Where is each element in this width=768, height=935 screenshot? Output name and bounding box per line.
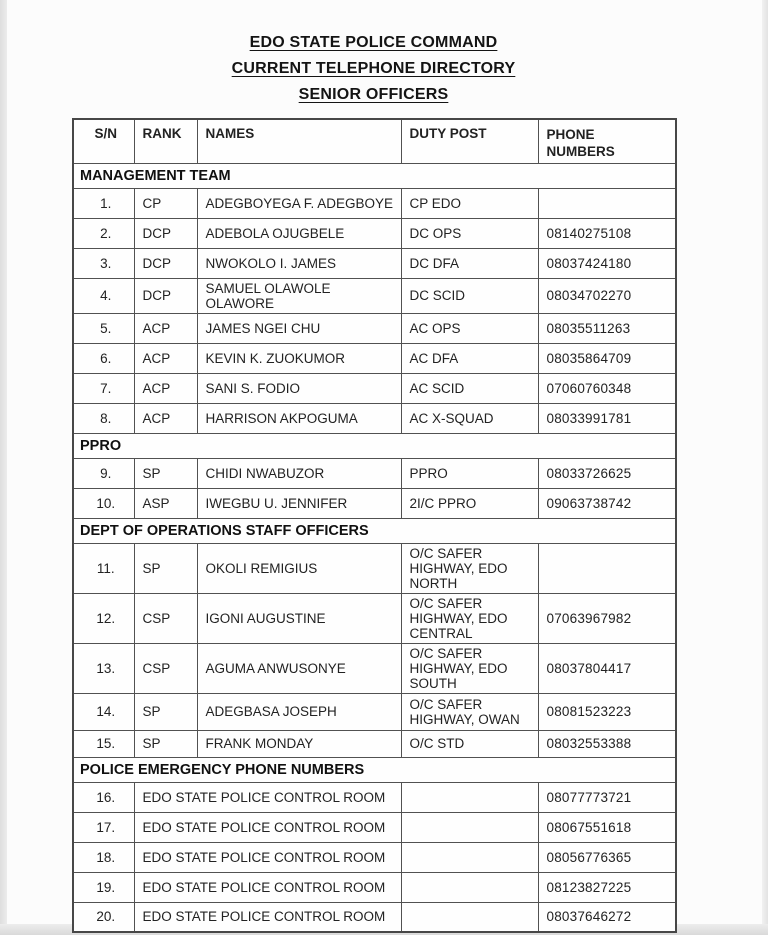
duty-cell: 2I/C PPRO (401, 488, 538, 518)
phone-cell: 08033726625 (538, 458, 676, 488)
section-heading-ppro: PPRO (73, 433, 676, 458)
header-rank: RANK (134, 119, 197, 163)
rank-cell: SP (134, 730, 197, 757)
phone-cell: 07060760348 (538, 373, 676, 403)
name-cell: CHIDI NWABUZOR (197, 458, 401, 488)
table-row (73, 902, 676, 932)
duty-cell (401, 902, 538, 932)
phone-cell: 08033991781 (538, 403, 676, 433)
sn-cell: 12. (73, 593, 134, 643)
table-row (73, 842, 676, 872)
name-cell: EDO STATE POLICE CONTROL ROOM (134, 812, 401, 842)
phone-cell: 07063967982 (538, 593, 676, 643)
duty-cell: AC OPS (401, 313, 538, 343)
name-cell: AGUMA ANWUSONYE (197, 643, 401, 693)
sn-cell: 3. (73, 248, 134, 278)
rank-cell: ACP (134, 343, 197, 373)
phone-cell (538, 188, 676, 218)
rank-cell: CP (134, 188, 197, 218)
telephone-directory-table (72, 118, 677, 933)
table-row (73, 248, 676, 278)
rank-cell: DCP (134, 218, 197, 248)
table-row (73, 643, 676, 693)
phone-cell: 08056776365 (538, 842, 676, 872)
duty-cell (401, 782, 538, 812)
name-cell: NWOKOLO I. JAMES (197, 248, 401, 278)
title-line-3: SENIOR OFFICERS (298, 86, 449, 103)
sn-cell: 11. (73, 543, 134, 593)
name-cell: JAMES NGEI CHU (197, 313, 401, 343)
name-cell: EDO STATE POLICE CONTROL ROOM (134, 902, 401, 932)
sn-cell: 14. (73, 693, 134, 730)
phone-cell: 09063738742 (538, 488, 676, 518)
sn-cell: 2. (73, 218, 134, 248)
sn-cell: 5. (73, 313, 134, 343)
table-row (73, 373, 676, 403)
phone-cell: 08037424180 (538, 248, 676, 278)
header-duty-post: DUTY POST (401, 119, 538, 163)
phone-cell: 08034702270 (538, 278, 676, 313)
table-row (73, 343, 676, 373)
sn-cell: 16. (73, 782, 134, 812)
name-cell: IWEGBU U. JENNIFER (197, 488, 401, 518)
name-cell: ADEGBOYEGA F. ADEGBOYE (197, 188, 401, 218)
table-header-row (73, 119, 676, 163)
duty-cell: O/C SAFER HIGHWAY, OWAN (401, 693, 538, 730)
name-cell: SAMUEL OLAWOLE OLAWORE (197, 278, 401, 313)
duty-cell: DC OPS (401, 218, 538, 248)
duty-cell (401, 812, 538, 842)
rank-cell: ASP (134, 488, 197, 518)
table-row (73, 782, 676, 812)
rank-cell: DCP (134, 248, 197, 278)
title-line-2: CURRENT TELEPHONE DIRECTORY (231, 60, 516, 77)
table-row (73, 488, 676, 518)
sn-cell: 7. (73, 373, 134, 403)
table-row (73, 730, 676, 757)
table-row (73, 543, 676, 593)
phone-cell: 08035511263 (538, 313, 676, 343)
rank-cell: ACP (134, 403, 197, 433)
section-heading-row (73, 433, 676, 458)
phone-cell: 08123827225 (538, 872, 676, 902)
sn-cell: 8. (73, 403, 134, 433)
duty-cell (401, 842, 538, 872)
phone-cell: 08140275108 (538, 218, 676, 248)
duty-cell: AC DFA (401, 343, 538, 373)
rank-cell: ACP (134, 313, 197, 343)
section-heading-row (73, 757, 676, 782)
table-row (73, 403, 676, 433)
table-row (73, 693, 676, 730)
title-line-1: EDO STATE POLICE COMMAND (249, 34, 498, 51)
name-cell: EDO STATE POLICE CONTROL ROOM (134, 872, 401, 902)
duty-cell: AC X-SQUAD (401, 403, 538, 433)
phone-cell: 08077773721 (538, 782, 676, 812)
document-title (72, 30, 675, 108)
header-names: NAMES (197, 119, 401, 163)
rank-cell: CSP (134, 593, 197, 643)
phone-cell: 08081523223 (538, 693, 676, 730)
name-cell: IGONI AUGUSTINE (197, 593, 401, 643)
section-heading-row (73, 163, 676, 188)
name-cell: ADEGBASA JOSEPH (197, 693, 401, 730)
rank-cell: CSP (134, 643, 197, 693)
table-row (73, 812, 676, 842)
duty-cell: O/C SAFER HIGHWAY, EDO CENTRAL (401, 593, 538, 643)
duty-cell: O/C SAFER HIGHWAY, EDO SOUTH (401, 643, 538, 693)
sn-cell: 9. (73, 458, 134, 488)
name-cell: KEVIN K. ZUOKUMOR (197, 343, 401, 373)
duty-cell: O/C STD (401, 730, 538, 757)
phone-cell: 08032553388 (538, 730, 676, 757)
sn-cell: 13. (73, 643, 134, 693)
duty-cell (401, 872, 538, 902)
name-cell: OKOLI REMIGIUS (197, 543, 401, 593)
rank-cell: SP (134, 693, 197, 730)
sn-cell: 6. (73, 343, 134, 373)
phone-cell: 08067551618 (538, 812, 676, 842)
table-row (73, 278, 676, 313)
duty-cell: AC SCID (401, 373, 538, 403)
rank-cell: ACP (134, 373, 197, 403)
phone-cell: 08035864709 (538, 343, 676, 373)
sn-cell: 18. (73, 842, 134, 872)
rank-cell: SP (134, 543, 197, 593)
header-phone-numbers-label: PHONE NUMBERS (546, 127, 615, 159)
name-cell: ADEBOLA OJUGBELE (197, 218, 401, 248)
name-cell: EDO STATE POLICE CONTROL ROOM (134, 842, 401, 872)
name-cell: HARRISON AKPOGUMA (197, 403, 401, 433)
sn-cell: 15. (73, 730, 134, 757)
phone-cell: 08037804417 (538, 643, 676, 693)
duty-cell: CP EDO (401, 188, 538, 218)
table-row (73, 313, 676, 343)
section-heading-row (73, 518, 676, 543)
section-heading-management-team: MANAGEMENT TEAM (73, 163, 676, 188)
section-heading-dept-operations: DEPT OF OPERATIONS STAFF OFFICERS (73, 518, 676, 543)
table-row (73, 872, 676, 902)
section-heading-police-emergency: POLICE EMERGENCY PHONE NUMBERS (73, 757, 676, 782)
phone-cell (538, 543, 676, 593)
phone-cell: 08037646272 (538, 902, 676, 932)
name-cell: SANI S. FODIO (197, 373, 401, 403)
sn-cell: 10. (73, 488, 134, 518)
table-row (73, 188, 676, 218)
header-phone-numbers (538, 119, 676, 163)
name-cell: EDO STATE POLICE CONTROL ROOM (134, 782, 401, 812)
duty-cell: PPRO (401, 458, 538, 488)
duty-cell: DC DFA (401, 248, 538, 278)
photo-edge-left (0, 0, 7, 935)
table-row (73, 458, 676, 488)
table-row (73, 593, 676, 643)
header-sn: S/N (73, 119, 134, 163)
sn-cell: 17. (73, 812, 134, 842)
duty-cell: DC SCID (401, 278, 538, 313)
sn-cell: 20. (73, 902, 134, 932)
sn-cell: 1. (73, 188, 134, 218)
duty-cell: O/C SAFER HIGHWAY, EDO NORTH (401, 543, 538, 593)
sn-cell: 19. (73, 872, 134, 902)
name-cell: FRANK MONDAY (197, 730, 401, 757)
rank-cell: DCP (134, 278, 197, 313)
rank-cell: SP (134, 458, 197, 488)
table-row (73, 218, 676, 248)
photo-edge-right (762, 0, 768, 935)
sn-cell: 4. (73, 278, 134, 313)
